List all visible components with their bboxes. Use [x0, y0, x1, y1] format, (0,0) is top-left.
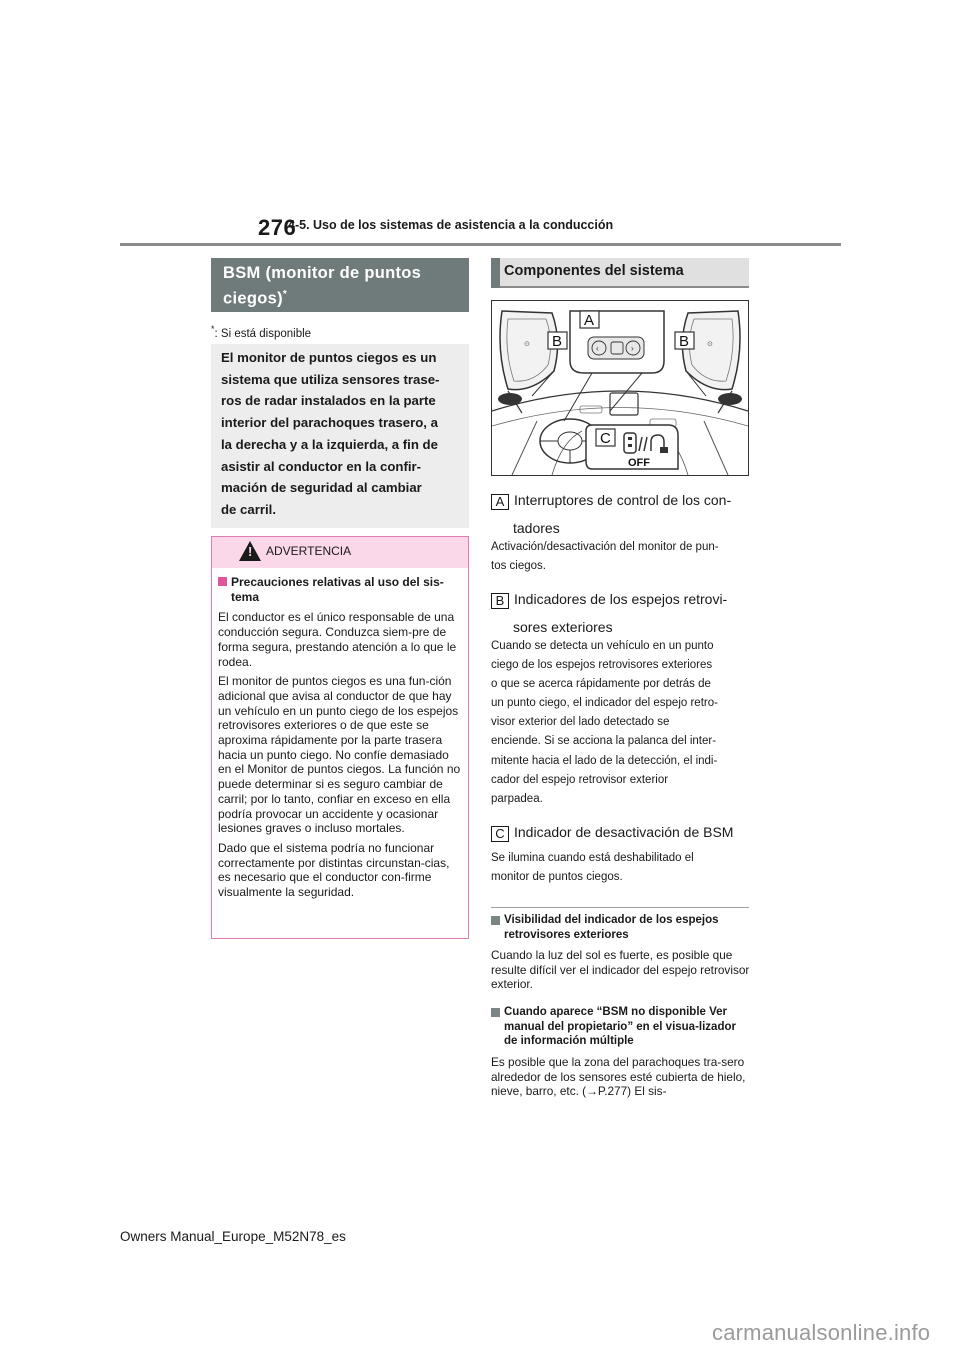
svg-text:›: › [631, 344, 634, 353]
svg-text:‹: ‹ [596, 344, 599, 353]
note-visibility-body: Cuando la luz del sol es fuerte, es posible que resulte difícil ver el indicador del espejo retrovisor exterior. [491, 948, 750, 991]
watermark: carmanualsonline.info [712, 1320, 931, 1345]
component-item-a [491, 486, 751, 542]
item-c-description [491, 849, 751, 887]
label-a-box: A [491, 494, 509, 510]
intro-line: sistema que utiliza sensores trase- [221, 371, 440, 387]
intro-line: mación de seguridad al cambiar [221, 480, 422, 496]
components-title-accent [491, 258, 500, 288]
warning-paragraph: Dado que el sistema podría no funcionar correctamente por distintas circunstan-cias, es necesario que el conductor con-firme visualmente la seguridad. [218, 840, 450, 900]
intro-line: ros de radar instalados en la parte [221, 393, 436, 409]
desc-line: Cuando se detecta un vehículo en un punto [491, 640, 714, 652]
bsm-off-text: OFF [628, 457, 650, 469]
desc-line: o que se acerca rápidamente por detrás de [491, 678, 711, 691]
desc-line: parpadea. [491, 792, 543, 805]
warning-subtitle [218, 575, 464, 604]
footnote-text: : Si está disponible [214, 327, 312, 340]
note-bsm-unavailable-body: Es posible que la zona del parachoques tra-sero alrededor de los sensores esté cubierta de hielo, nieve, barro, etc. (→P.277) El sis- [491, 1055, 746, 1098]
desc-line: mitente hacia el lado de la detección, el indi- [491, 754, 718, 767]
figure-label-b-right: B [679, 333, 690, 350]
page-number: 276 [258, 215, 297, 240]
component-item-b [491, 585, 751, 641]
title-asterisk: * [282, 289, 288, 300]
section-title-line2 [223, 284, 469, 310]
intro-line: El monitor de puntos ciegos es un [221, 350, 437, 365]
bullet-square-icon [491, 1008, 500, 1017]
warning-header [212, 537, 468, 568]
dashboard-drawing [492, 301, 748, 475]
warning-triangle-icon: ! [239, 541, 261, 561]
footer-manual-id: Owners Manual_Europe_M52N78_es [120, 1229, 346, 1244]
item-a-description [491, 538, 751, 576]
desc-line: monitor de puntos ciegos. [491, 871, 623, 884]
section-title-box [211, 258, 469, 312]
dashboard-illustration [491, 300, 749, 476]
svg-text:⊙: ⊙ [707, 341, 713, 348]
section-divider [491, 907, 749, 908]
bullet-square-icon [491, 916, 500, 925]
desc-line: Se ilumina cuando está deshabilitado el [491, 852, 694, 864]
figure-label-c: C [600, 430, 611, 447]
bullet-square-icon [218, 577, 227, 586]
desc-line: Activación/desactivación del monitor de pun- [491, 541, 719, 553]
item-a-title-text: Interruptores de control de los con- [514, 492, 732, 508]
intro-line: la derecha y a la izquierda, a fin de [221, 436, 438, 452]
note-title-text: Visibilidad del indicador de los espejos retrovisores exteriores [504, 914, 719, 941]
warning-subtitle-text: Precauciones relativas al uso del sis-tema [231, 575, 444, 604]
section-title-line2-text: ciegos) [223, 289, 283, 308]
desc-line: ciego de los espejos retrovisores exteriores [491, 659, 713, 672]
warning-body [218, 575, 464, 905]
header-rule [120, 243, 841, 246]
components-title: Componentes del sistema [491, 258, 749, 288]
item-a-title-line1 [491, 486, 751, 514]
component-item-c [491, 818, 751, 846]
label-c-box: C [491, 826, 509, 842]
desc-line: tos ciegos. [491, 560, 546, 573]
note-bsm-unavailable-title [491, 1005, 751, 1049]
intro-line: asistir al conductor en la confir- [221, 458, 422, 474]
desc-line: enciende. Si se acciona la palanca del inter- [491, 735, 717, 748]
footnote-asterisk: * [211, 324, 215, 334]
warning-paragraph: El conductor es el único responsable de una conducción segura. Conduzca siem-pre de forma segura, prestando atención a lo que le rodea. [218, 610, 457, 669]
figure-label-a: A [584, 312, 595, 329]
figure-label-b-left: B [552, 333, 563, 350]
item-b-title-text: Indicadores de los espejos retrovi- [514, 591, 728, 607]
item-a-title-line2: tadores [513, 520, 560, 536]
item-b-title-line2: sores exteriores [513, 619, 613, 635]
note-title-text: Cuando aparece “BSM no disponible Ver manual del propietario” en el visua-lizador de información múltiple [504, 1006, 736, 1047]
intro-line: de carril. [221, 501, 276, 517]
warning-box [211, 536, 469, 939]
warning-title: ADVERTENCIA [266, 544, 352, 558]
desc-line: cador del espejo retrovisor exterior [491, 773, 669, 786]
desc-line: visor exterior del lado detectado se [491, 716, 670, 729]
item-b-title-line1 [491, 585, 751, 613]
item-c-title-text: Indicador de desactivación de BSM [514, 824, 734, 840]
section-header: 4-5. Uso de los sistemas de asistencia a la conducción [288, 218, 614, 232]
warning-paragraph: El monitor de puntos ciegos es una fun-ción adicional que avisa al conductor de que hay un vehículo en un punto ciego de los espejos retrovisores exteriores o de que este se aproxima rápidamente por la parte trasera hacia un punto ciego. No confíe demasiado en el Monitor de puntos ciegos. La función no puede determinar si es seguro cambiar de carril; por lo tanto, confiar en exceso en ella podría provocar un accidente y ocasionar lesiones graves o incluso mortales. [218, 674, 461, 836]
desc-line: un punto ciego, el indicador del espejo retro- [491, 697, 718, 710]
availability-footnote [211, 324, 311, 340]
section-title-line1: BSM (monitor de puntos [223, 264, 422, 282]
intro-line: interior del parachoques trasero, a [221, 415, 438, 431]
note-visibility-title [491, 913, 751, 942]
item-b-description [491, 637, 751, 809]
label-b-box: B [491, 593, 509, 609]
svg-text:⊙: ⊙ [524, 341, 530, 348]
intro-box [211, 344, 469, 528]
item-c-title-line1 [491, 818, 751, 846]
